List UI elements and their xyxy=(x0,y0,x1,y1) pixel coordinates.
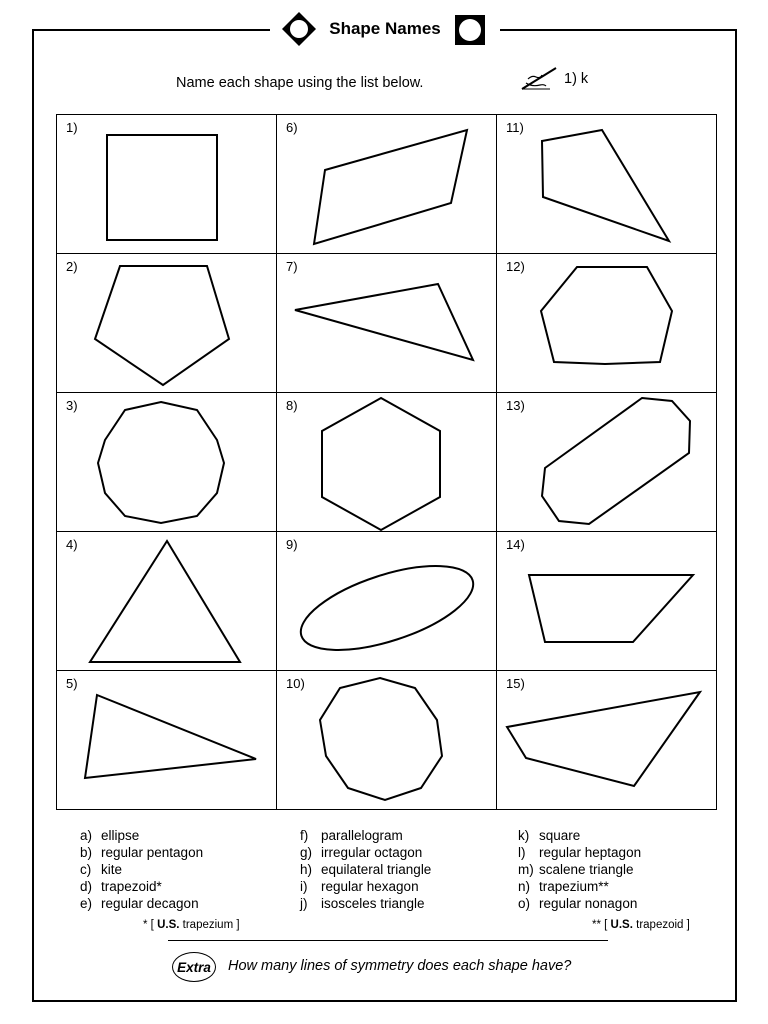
isosceles-triangle-shape xyxy=(57,671,276,810)
worksheet-header xyxy=(270,9,500,49)
example-answer xyxy=(520,65,588,93)
footnote-text: trapezoid xyxy=(636,919,684,931)
shape-number: 10) xyxy=(286,676,305,691)
shape-name: equilateral triangle xyxy=(321,862,432,877)
shape-number: 11) xyxy=(506,120,524,135)
name-letter: o) xyxy=(518,896,531,911)
names-column xyxy=(80,827,203,912)
footnote-right xyxy=(592,919,690,931)
footnote-left xyxy=(143,919,240,931)
shape-number: 4) xyxy=(66,537,78,552)
regular-nonagon-shape xyxy=(277,671,496,810)
shape-number: 9) xyxy=(286,537,298,552)
footnote-bold: U.S. xyxy=(157,919,180,931)
name-entry xyxy=(80,878,203,895)
shape-name: regular decagon xyxy=(101,896,199,911)
extra-question: How many lines of symmetry does each shape have? xyxy=(228,958,572,974)
name-entry xyxy=(300,895,431,912)
regular-decagon-shape xyxy=(57,393,276,532)
shape-cell xyxy=(497,671,717,810)
shape-number: 7) xyxy=(286,259,298,274)
shape-number: 6) xyxy=(286,120,298,135)
shape-name: trapezium** xyxy=(539,879,609,894)
trapezium-shape xyxy=(497,671,716,810)
name-letter: i) xyxy=(300,879,308,894)
shape-name: regular pentagon xyxy=(101,845,204,860)
example-text: 1) k xyxy=(564,71,589,87)
square-shape xyxy=(57,115,276,254)
name-letter: b) xyxy=(80,845,93,860)
name-letter: k) xyxy=(518,828,530,843)
shape-number: 3) xyxy=(66,398,78,413)
trapezoid-shape xyxy=(497,532,716,671)
shape-cell xyxy=(57,393,277,532)
shape-number: 14) xyxy=(506,537,525,552)
shape-name: square xyxy=(539,828,581,843)
shape-number: 5) xyxy=(66,676,78,691)
name-entry xyxy=(518,878,641,895)
name-letter: c) xyxy=(80,862,92,877)
shape-cell xyxy=(277,254,497,393)
irregular-octagon-shape xyxy=(497,393,716,532)
extra-label: Extra xyxy=(177,959,211,975)
footnote-prefix: * [ xyxy=(143,919,154,931)
shape-cell xyxy=(497,115,717,254)
shape-number: 2) xyxy=(66,259,78,274)
names-column xyxy=(518,827,641,912)
shape-number: 8) xyxy=(286,398,298,413)
shape-name: trapezoid* xyxy=(101,879,162,894)
ellipse-shape xyxy=(277,532,496,671)
name-entry xyxy=(518,827,641,844)
shape-cell xyxy=(497,254,717,393)
footnote-suffix: ] xyxy=(236,919,240,931)
name-letter: j) xyxy=(300,896,308,911)
name-entry xyxy=(300,827,431,844)
shape-number: 13) xyxy=(506,398,525,413)
shape-cell xyxy=(57,532,277,671)
shape-name: parallelogram xyxy=(321,828,403,843)
name-entry xyxy=(80,827,203,844)
shape-cell xyxy=(277,115,497,254)
name-entry xyxy=(80,861,203,878)
shape-cell xyxy=(277,671,497,810)
parallelogram-shape xyxy=(277,115,496,254)
name-letter: e) xyxy=(80,896,93,911)
shapes-grid xyxy=(56,114,717,810)
shape-name: irregular octagon xyxy=(321,845,423,860)
name-entry xyxy=(518,895,641,912)
shape-name: isosceles triangle xyxy=(321,896,425,911)
shape-cell xyxy=(57,254,277,393)
shape-name: regular hexagon xyxy=(321,879,419,894)
shape-cell xyxy=(277,532,497,671)
name-letter: l) xyxy=(518,845,526,860)
shape-name: kite xyxy=(101,862,123,877)
equilateral-triangle-shape xyxy=(57,532,276,671)
name-entry xyxy=(300,878,431,895)
shape-number: 12) xyxy=(506,259,525,274)
name-letter: m) xyxy=(518,862,534,877)
regular-hexagon-shape xyxy=(277,393,496,532)
shape-number: 15) xyxy=(506,676,525,691)
shape-cell xyxy=(57,115,277,254)
name-entry xyxy=(518,861,641,878)
shape-name: regular nonagon xyxy=(539,896,638,911)
scalene-triangle-shape xyxy=(277,254,496,393)
divider-line xyxy=(168,940,608,941)
name-entry xyxy=(80,844,203,861)
page-title: Shape Names xyxy=(329,19,441,38)
shape-cell xyxy=(57,671,277,810)
square-circle-icon xyxy=(453,11,489,47)
shape-name: regular heptagon xyxy=(539,845,642,860)
name-entry xyxy=(80,895,203,912)
shape-cell xyxy=(277,393,497,532)
name-entry xyxy=(300,861,431,878)
name-letter: g) xyxy=(300,845,313,860)
extra-badge xyxy=(172,952,216,982)
kite-shape xyxy=(497,115,716,254)
footnote-prefix: ** [ xyxy=(592,919,608,931)
name-letter: f) xyxy=(300,828,309,843)
pen-writing-icon xyxy=(520,65,558,93)
shape-cell xyxy=(497,532,717,671)
name-entry xyxy=(300,844,431,861)
name-entry xyxy=(518,844,641,861)
names-column xyxy=(300,827,431,912)
shape-name: ellipse xyxy=(101,828,140,843)
instruction-text: Name each shape using the list below. xyxy=(176,75,424,91)
footnote-bold: U.S. xyxy=(610,919,633,931)
regular-pentagon-shape xyxy=(57,254,276,393)
footnote-text: trapezium xyxy=(182,919,234,931)
shape-number: 1) xyxy=(66,120,78,135)
name-letter: n) xyxy=(518,879,531,894)
shape-name: scalene triangle xyxy=(539,862,634,877)
name-letter: a) xyxy=(80,828,93,843)
name-letter: d) xyxy=(80,879,93,894)
footnote-suffix: ] xyxy=(686,919,690,931)
diamond-circle-icon xyxy=(281,11,317,47)
name-letter: h) xyxy=(300,862,313,877)
regular-heptagon-shape xyxy=(497,254,716,393)
shape-cell xyxy=(497,393,717,532)
